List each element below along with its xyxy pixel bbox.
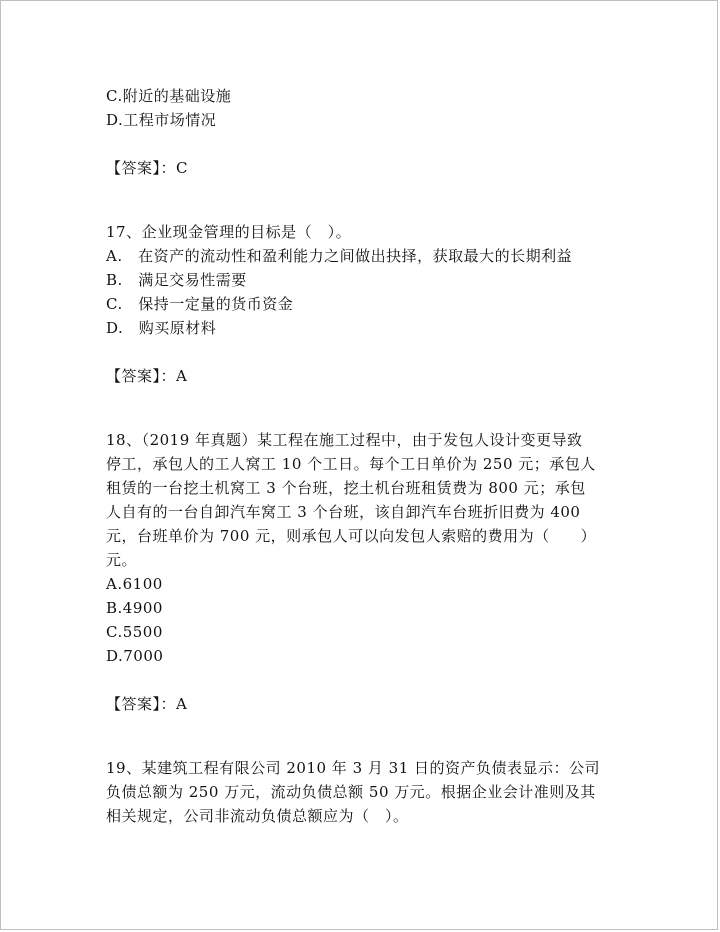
answer-18: 【答案】：A xyxy=(106,695,188,713)
answer-16: 【答案】：C xyxy=(106,159,188,177)
option-d: D.工程市场情况 xyxy=(106,111,217,129)
question-stem-line-3: 租赁的一台挖土机窝工 3 个台班，挖土机台班租赁费为 800 元；承包 xyxy=(106,479,586,497)
document-body xyxy=(106,84,626,828)
question-stem-line-6: 元。 xyxy=(106,551,138,569)
question-stem-line-1: 18、（2019 年真题）某工程在施工过程中，由于发包人设计变更导致 xyxy=(106,431,583,449)
question-stem: 17、企业现金管理的目标是（ ）。 xyxy=(106,223,352,241)
answer-17: 【答案】：A xyxy=(106,367,188,385)
option-c: C.附近的基础设施 xyxy=(106,87,232,105)
option-a: A. 在资产的流动性和盈利能力之间做出抉择，获取最大的长期利益 xyxy=(106,247,573,265)
option-b: B. 满足交易性需要 xyxy=(106,271,247,289)
option-d: D. 购买原材料 xyxy=(106,319,217,337)
question-18 xyxy=(106,428,626,668)
option-c: C.5500 xyxy=(106,623,163,641)
option-d: D.7000 xyxy=(106,647,164,665)
option-a: A.6100 xyxy=(106,575,163,593)
option-b: B.4900 xyxy=(106,599,163,617)
question-stem-line-5: 元，台班单价为 700 元，则承包人可以向发包人索赔的费用为（ ） xyxy=(106,527,597,545)
option-c: C. 保持一定量的货币资金 xyxy=(106,295,294,313)
question-16-tail xyxy=(106,84,626,132)
question-stem-line-1: 19、某建筑工程有限公司 2010 年 3 月 31 日的资产负债表显示：公司 xyxy=(106,759,601,777)
question-stem-line-2: 负债总额为 250 万元，流动负债总额 50 万元。根据企业会计准则及其 xyxy=(106,783,596,801)
question-stem-line-2: 停工，承包人的工人窝工 10 个工日。每个工日单价为 250 元；承包人 xyxy=(106,455,596,473)
question-stem-line-4: 人自有的一台自卸汽车窝工 3 个台班，该自卸汽车台班折旧费为 400 xyxy=(106,503,581,521)
question-17 xyxy=(106,220,626,340)
question-19 xyxy=(106,756,626,828)
question-stem-line-3: 相关规定，公司非流动负债总额应为（ ）。 xyxy=(106,807,409,825)
